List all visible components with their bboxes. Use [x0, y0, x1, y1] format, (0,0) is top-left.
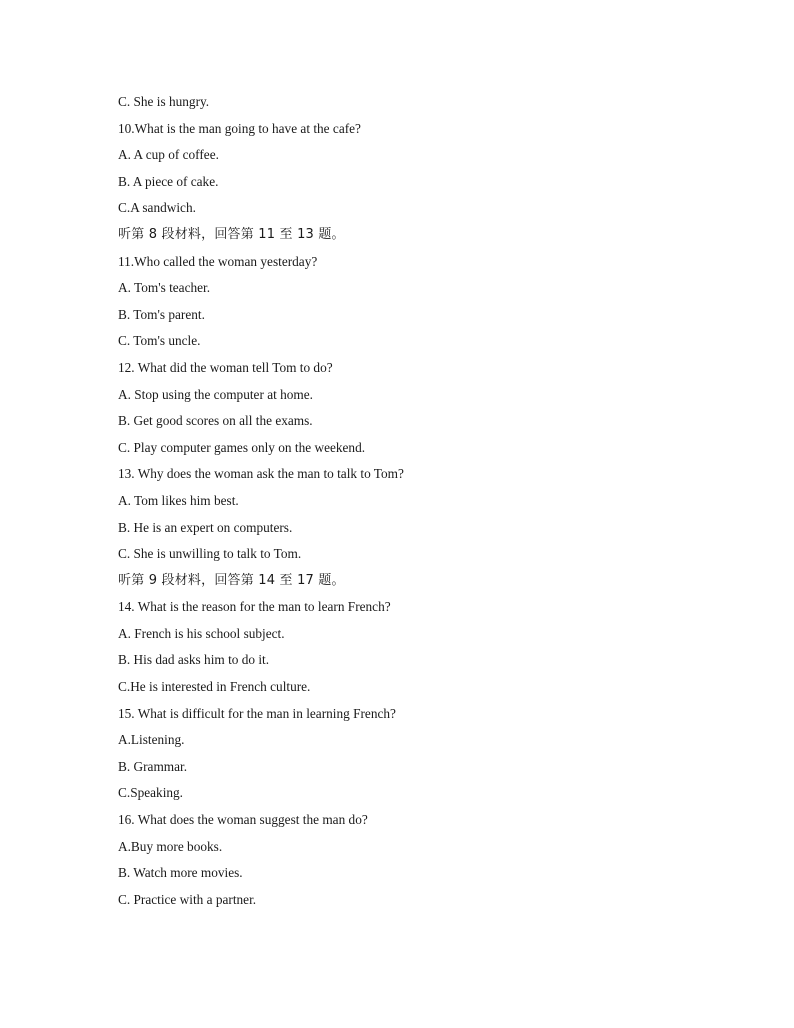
option-text: B. His dad asks him to do it.	[118, 652, 270, 668]
question-text: 12. What did the woman tell Tom to do?	[118, 359, 333, 375]
option-text: A. Tom likes him best.	[118, 492, 239, 508]
question-text: 16. What does the woman suggest the man do?	[118, 812, 368, 828]
option-text: B. Watch more movies.	[118, 865, 243, 881]
option-text: C.A sandwich.	[118, 200, 196, 216]
option-text: A. Stop using the computer at home.	[118, 386, 313, 402]
option-text: C.Speaking.	[118, 785, 184, 801]
exam-page	[118, 89, 738, 913]
option-text: A.Buy more books.	[118, 838, 223, 854]
option-text: A. French is his school subject.	[118, 625, 285, 641]
question-text: 11.Who called the woman yesterday?	[118, 253, 318, 269]
option-text: A.Listening.	[118, 732, 185, 748]
section-instruction: 听第 8 段材料，回答第 11 至 13 题。	[118, 226, 345, 242]
option-text: C.He is interested in French culture.	[118, 679, 311, 695]
option-text: C. Practice with a partner.	[118, 891, 257, 907]
question-text: 10.What is the man going to have at the cafe?	[118, 120, 361, 136]
option-text: B. Get good scores on all the exams.	[118, 413, 313, 429]
option-text: B. Grammar.	[118, 758, 188, 774]
question-text: 15. What is difficult for the man in learning French?	[118, 705, 396, 721]
option-text: C. She is unwilling to talk to Tom.	[118, 546, 302, 562]
option-text: A. A cup of coffee.	[118, 147, 219, 163]
option-text: C. Play computer games only on the weekend.	[118, 439, 366, 455]
option-text: B. A piece of cake.	[118, 173, 219, 189]
section-instruction: 听第 9 段材料，回答第 14 至 17 题。	[118, 572, 345, 588]
option-text: C. She is hungry.	[118, 94, 210, 109]
question-text: 14. What is the reason for the man to learn French?	[118, 599, 391, 615]
option-text: B. He is an expert on computers.	[118, 519, 293, 535]
option-text: A. Tom's teacher.	[118, 280, 211, 296]
option-text: C. Tom's uncle.	[118, 333, 201, 349]
question-text: 13. Why does the woman ask the man to talk to Tom?	[118, 466, 404, 482]
option-text: B. Tom's parent.	[118, 306, 205, 322]
